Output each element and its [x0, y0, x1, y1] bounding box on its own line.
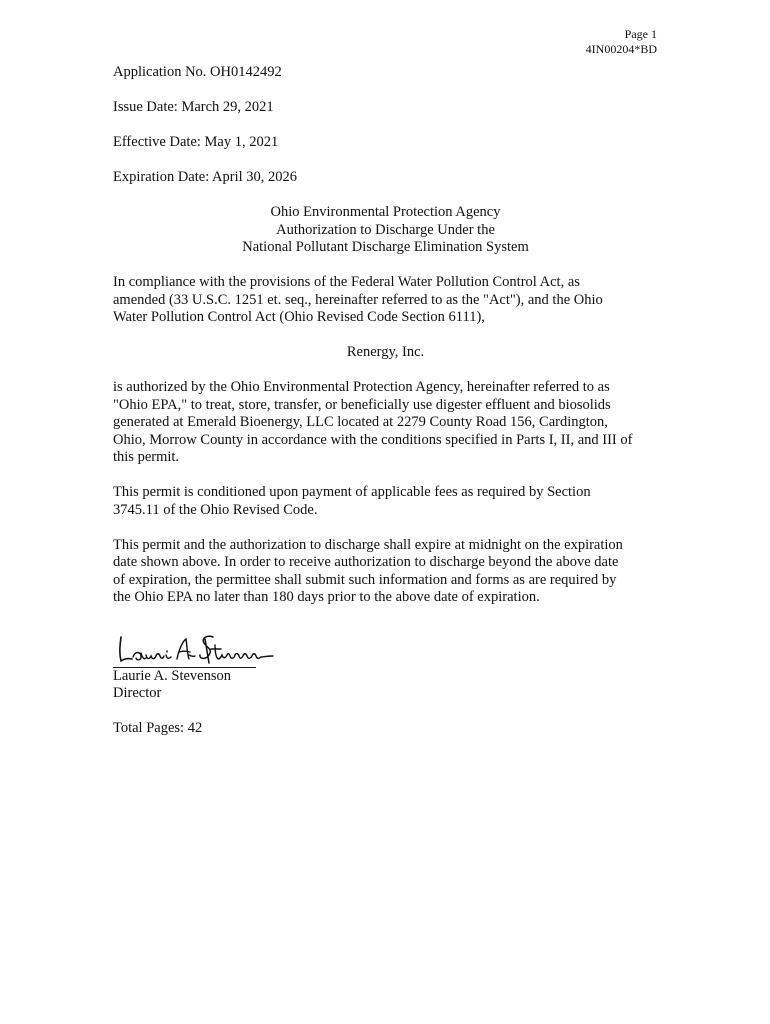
signature-scribble	[115, 629, 275, 667]
issue-date: Issue Date: March 29, 2021	[113, 99, 274, 115]
authorization-paragraph	[113, 379, 658, 467]
total-pages: Total Pages: 42	[113, 720, 203, 736]
paragraph-line: amended (33 U.S.C. 1251 et. seq., hereinafter referred to as the "Act"), and the Ohio	[113, 291, 603, 308]
application-number: Application No. OH0142492	[113, 64, 282, 80]
paragraph-line: This permit is conditioned upon payment of applicable fees as required by Section	[113, 484, 591, 500]
signatory	[113, 668, 658, 703]
expiration-paragraph	[113, 537, 658, 607]
paragraph-line: Ohio, Morrow County in accordance with the conditions specified in Parts I, II, and III of	[113, 431, 633, 448]
paragraph-line: is authorized by the Ohio Environmental Protection Agency, hereinafter referred to as	[113, 379, 610, 395]
handwritten-signature	[113, 629, 263, 667]
title-line: National Pollutant Discharge Elimination System	[242, 239, 529, 255]
title-line: Ohio Environmental Protection Agency	[270, 204, 501, 220]
paragraph-line: Water Pollution Control Act (Ohio Revised Code Section 6111),	[113, 309, 485, 325]
page-number: Page 1	[624, 27, 657, 41]
title-line: Authorization to Discharge Under the	[276, 221, 495, 238]
page-header	[586, 27, 657, 57]
paragraph-line: this permit.	[113, 449, 180, 465]
paragraph-line: This permit and the authorization to discharge shall expire at midnight on the expiration	[113, 536, 623, 553]
paragraph-line: 3745.11 of the Ohio Revised Code.	[113, 501, 318, 518]
permittee-name: Renergy, Inc.	[346, 344, 425, 360]
permit-code: 4IN00204*BD	[585, 42, 657, 56]
document-body	[113, 64, 658, 738]
signatory-name: Laurie A. Stevenson	[113, 667, 231, 684]
expiration-date: Expiration Date: April 30, 2026	[113, 169, 298, 185]
effective-date: Effective Date: May 1, 2021	[113, 134, 279, 150]
paragraph-line: generated at Emerald Bioenergy, LLC located at 2279 County Road 156, Cardington,	[113, 414, 608, 430]
paragraph-line: the Ohio EPA no later than 180 days prior to the above date of expiration.	[113, 589, 540, 605]
fees-paragraph	[113, 484, 658, 519]
paragraph-line: of expiration, the permittee shall submit such information and forms as are required by	[113, 571, 617, 588]
paragraph-line: In compliance with the provisions of the Federal Water Pollution Control Act, as	[113, 274, 580, 290]
document-title	[113, 204, 658, 257]
paragraph-line: "Ohio EPA," to treat, store, transfer, or beneficially use digester effluent and biosolids	[113, 396, 611, 413]
compliance-paragraph	[113, 274, 658, 327]
signatory-title: Director	[113, 685, 162, 701]
paragraph-line: date shown above. In order to receive authorization to discharge beyond the above date	[113, 554, 619, 570]
